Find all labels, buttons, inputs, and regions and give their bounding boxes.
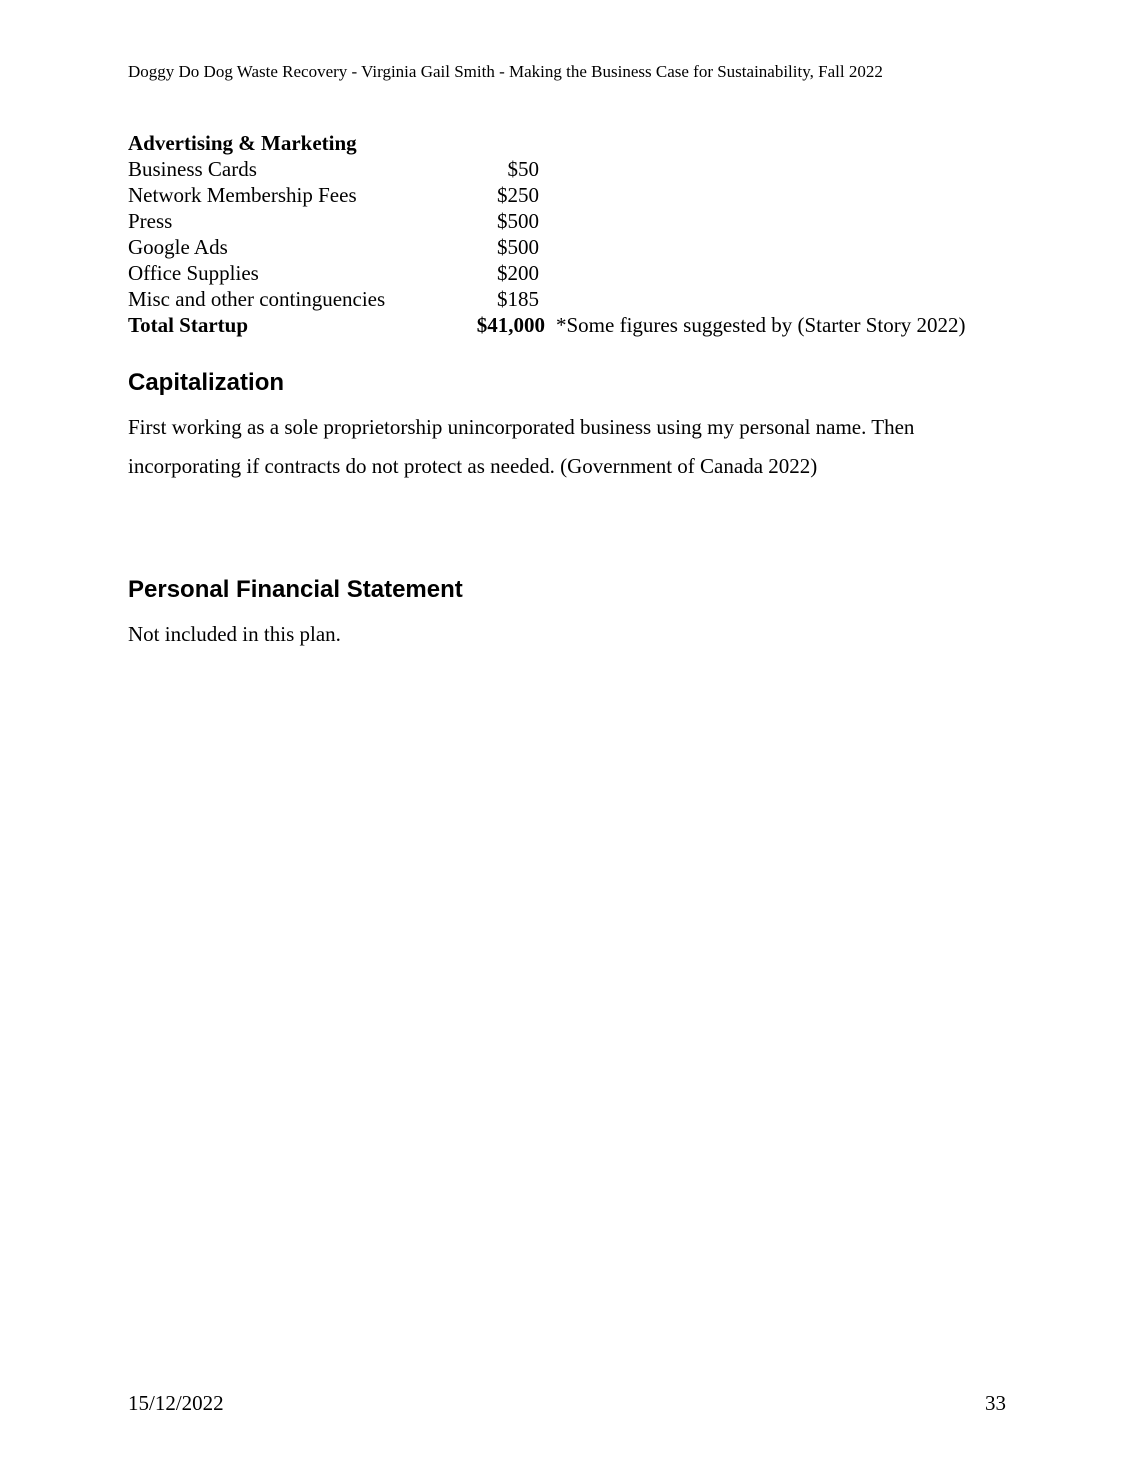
budget-row [128,286,1028,312]
budget-row [128,182,1028,208]
budget-item-label: Google Ads [128,235,228,259]
budget-row [128,156,1028,182]
startup-budget-table [128,130,1028,338]
personal-financial-statement-paragraph: Not included in this plan. [128,622,341,646]
capitalization-paragraph: First working as a sole proprietorship unincorporated business using my personal name. Then incorporating if contracts do not protect as needed. (Government of Canada 2022) [128,415,915,478]
running-header: Doggy Do Dog Waste Recovery - Virginia Gail Smith - Making the Business Case for Sustainability, Fall 2022 [128,62,883,81]
budget-item-amount: $185 [497,287,539,311]
personal-financial-statement-heading: Personal Financial Statement [128,576,463,603]
budget-item-label: Misc and other continguencies [128,287,386,311]
budget-total-row [128,312,1028,338]
budget-total-label: Total Startup [128,313,249,337]
budget-item-amount: $50 [507,157,539,181]
budget-total-amount: $41,000 [476,313,545,337]
capitalization-heading: Capitalization [128,369,285,396]
page-number: 33 [985,1391,1006,1415]
footer-date: 15/12/2022 [128,1391,224,1415]
budget-item-amount: $200 [497,261,539,285]
budget-row [128,234,1028,260]
budget-item-label: Press [128,209,173,233]
budget-source-note: *Some figures suggested by (Starter Story 2022) [556,313,966,337]
budget-item-amount: $500 [497,235,539,259]
budget-item-amount: $250 [497,183,539,207]
budget-item-amount: $500 [497,209,539,233]
budget-row [128,260,1028,286]
budget-item-label: Business Cards [128,157,257,181]
budget-item-label: Network Membership Fees [128,183,357,207]
budget-row [128,208,1028,234]
budget-section-title: Advertising & Marketing [128,131,357,155]
budget-item-label: Office Supplies [128,261,259,285]
